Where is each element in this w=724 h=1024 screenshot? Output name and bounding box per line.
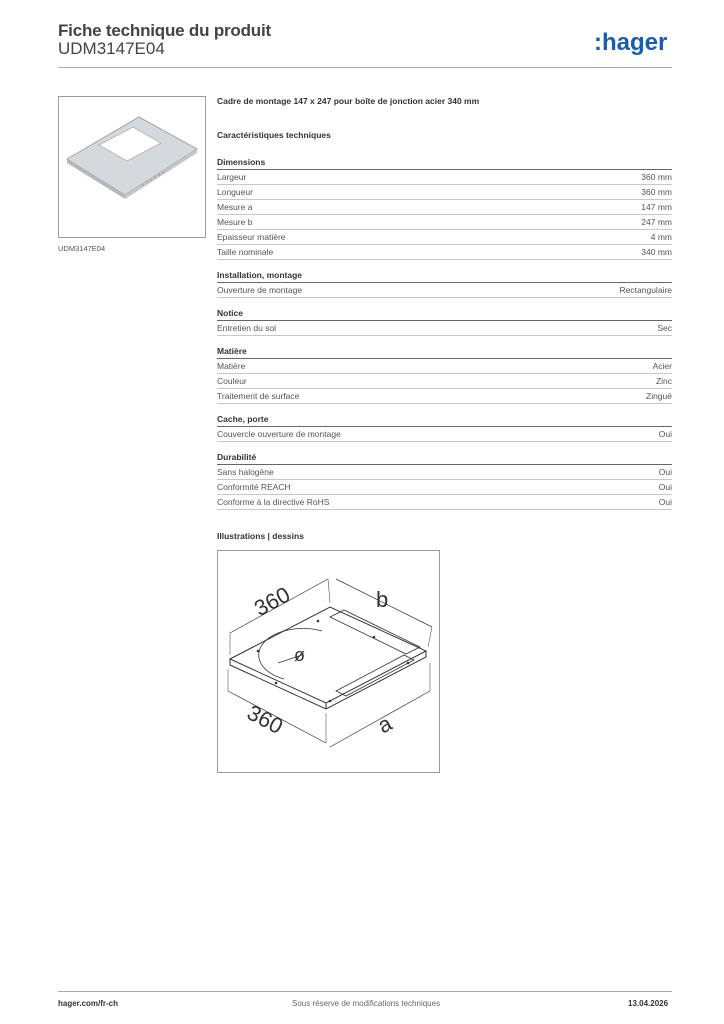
section-title: Notice [217,307,672,321]
spec-row [217,359,672,374]
spec-value: Oui [658,482,672,492]
spec-row [217,245,672,260]
logo-text: :hager [594,29,668,56]
spec-row [217,215,672,230]
spec-label: Taille nominale [217,247,274,257]
footer-url[interactable]: hager.com/fr-ch [58,999,119,1008]
spec-label: Matière [217,361,246,371]
spec-row [217,200,672,215]
illustrations-title: Illustrations | dessins [217,531,304,541]
label-b: b [376,587,389,612]
spec-row [217,170,672,185]
dimension-drawing [217,550,440,773]
image-caption: UDM3147E04 [58,244,106,253]
section-title: Matière [217,345,672,359]
spec-value: 360 mm [641,187,672,197]
spec-label: Sans halogène [217,467,274,477]
spec-label: Epaisseur matière [217,232,286,242]
spec-value: Oui [658,429,672,439]
product-reference: UDM3147E04 [58,39,165,58]
label-360-bottom: 360 [243,699,288,740]
spec-row [217,230,672,245]
spec-label: Entretien du sol [217,323,277,333]
hager-logo [594,28,674,58]
label-a: a [373,710,396,739]
section-notice [217,307,672,336]
spec-label: Longueur [217,187,253,197]
spec-value: Sec [657,323,672,333]
tech-heading: Caractéristiques techniques [217,130,331,140]
spec-row [217,185,672,200]
spec-value: Acier [652,361,672,371]
spec-row [217,283,672,298]
section-durability [217,451,672,510]
section-title: Installation, montage [217,269,672,283]
spec-row [217,480,672,495]
spec-row [217,321,672,336]
spec-label: Largeur [217,172,247,182]
footer-note: Sous réserve de modifications techniques [292,999,441,1008]
spec-row [217,374,672,389]
label-360-top: 360 [250,581,295,622]
spec-label: Ouverture de montage [217,285,303,295]
spec-value: 147 mm [641,202,672,212]
section-installation [217,269,672,298]
spec-row [217,389,672,404]
header-divider [58,67,672,68]
spec-value: 360 mm [641,172,672,182]
section-dimensions [217,156,672,260]
spec-value: Zinc [655,376,672,386]
product-image [58,96,206,238]
spec-label: Traitement de surface [217,391,300,401]
spec-value: Rectangulaire [619,285,672,295]
spec-row [217,465,672,480]
spec-label: Couvercle ouverture de montage [217,429,341,439]
section-material [217,345,672,404]
section-title: Dimensions [217,156,672,170]
footer-divider [58,991,672,992]
footer-date: 13.04.2026 [628,999,669,1008]
product-name: Cadre de montage 147 x 247 pour boîte de jonction acier 340 mm [217,96,480,106]
spec-value: Oui [658,497,672,507]
spec-label: Mesure b [217,217,253,227]
spec-value: 247 mm [641,217,672,227]
page-title: Fiche technique du produit [58,21,271,40]
spec-label: Conformité REACH [217,482,291,492]
spec-content [217,95,672,519]
section-title: Durabilité [217,451,672,465]
spec-row [217,427,672,442]
spec-value: Oui [658,467,672,477]
spec-value: Zingué [646,391,672,401]
section-cover [217,413,672,442]
spec-label: Couleur [217,376,247,386]
label-diameter: ø [294,645,305,665]
spec-value: 4 mm [650,232,672,242]
spec-value: 340 mm [641,247,672,257]
spec-label: Mesure a [217,202,253,212]
section-title: Cache, porte [217,413,672,427]
spec-label: Conforme à la directive RoHS [217,497,330,507]
spec-row [217,495,672,510]
